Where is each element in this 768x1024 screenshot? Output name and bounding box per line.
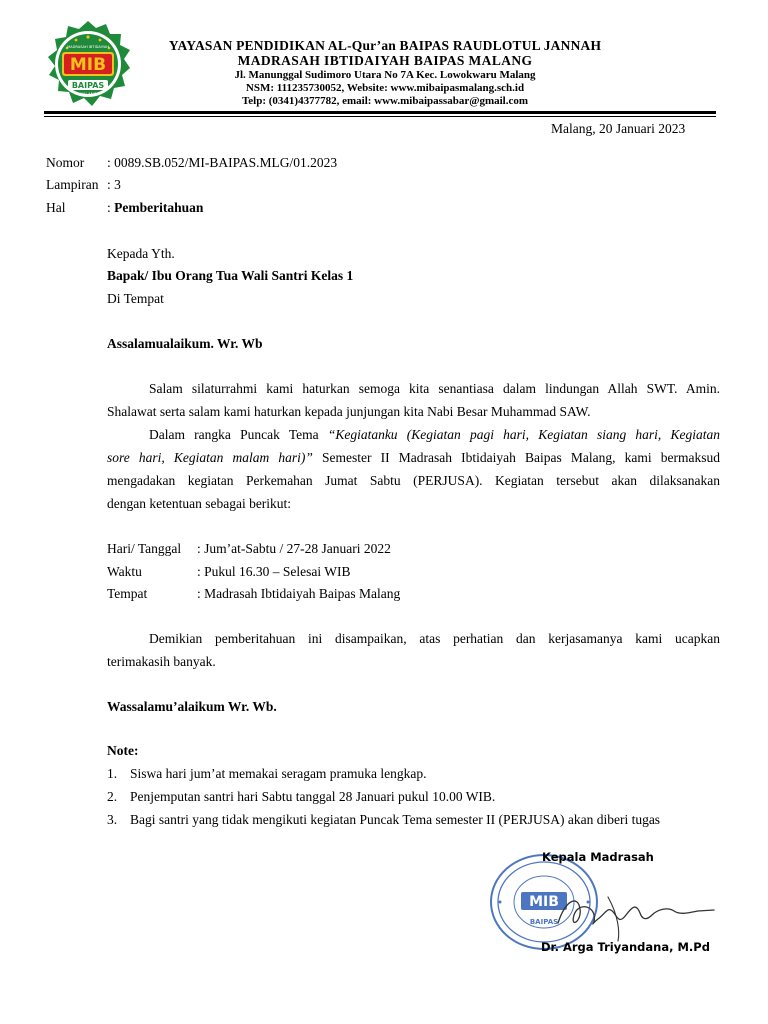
note-item-2-num: 2. (107, 789, 118, 804)
note-item-2-text: Penjemputan santri hari Sabtu tanggal 28 Januari pukul 10.00 WIB. (130, 789, 496, 804)
svg-text:MALANG: MALANG (79, 92, 97, 97)
closing-line-2: terimakasih banyak. (107, 654, 216, 669)
p2-theme-italic-2: sore hari, Kegiatan malam hari)” (107, 450, 313, 465)
letterhead-divider-thin (44, 116, 716, 117)
svg-text:BAIPAS: BAIPAS (71, 81, 105, 90)
letterhead-contact: Telp: (0341)4377782, email: www.mibaipassabar@gmail.com (241, 95, 529, 107)
detail-place-value: : Madrasah Ibtidaiyah Baipas Malang (197, 586, 401, 601)
detail-date-value: : Jum’at-Sabtu / 27-28 Januari 2022 (197, 541, 391, 556)
letterhead-school-name: MADRASAH IBTIDAIYAH BAIPAS MALANG (237, 53, 533, 68)
opening-greeting: Assalamualaikum. Wr. Wb (107, 336, 263, 351)
lampiran-value: : 3 (107, 177, 121, 192)
note-item-1-num: 1. (107, 766, 118, 781)
body-paragraph-1-line-1: Salam silaturrahmi kami haturkan semoga kita senantiasa dalam lindungan Allah SWT. Amin. (149, 381, 720, 396)
nomor-value: : 0089.SB.052/MI-BAIPAS.MLG/01.2023 (107, 155, 338, 170)
lampiran-label: Lampiran (46, 177, 99, 192)
body-paragraph-2-line-2 (107, 450, 720, 466)
nomor-label: Nomor (46, 155, 85, 170)
svg-text:BAIPAS: BAIPAS (529, 918, 559, 926)
note-item-1-text: Siswa hari jum’at memakai seragam pramuka lengkap. (130, 766, 427, 781)
svg-text:MIB: MIB (529, 894, 559, 910)
p2-intro: Dalam rangka Puncak Tema (149, 427, 328, 442)
body-paragraph-1-line-2: Shalawat serta salam kami haturkan kepada junjungan kita Nabi Besar Muhammad SAW. (107, 404, 591, 419)
p2-theme-italic-1: “Kegiatanku (Kegiatan pagi hari, Kegiatan siang hari, Kegiatan (327, 427, 720, 442)
letter-date: Malang, 20 Januari 2023 (551, 121, 686, 136)
hal-colon: : (107, 200, 115, 215)
signatory-title: Kepala Madrasah (542, 850, 654, 864)
recipient-salutation: Kepada Yth. (107, 246, 175, 261)
letterhead-foundation: YAYASAN PENDIDIKAN AL-Qur’an BAIPAS RAUDLOTUL JANNAH (168, 38, 602, 53)
svg-text:MIB: MIB (69, 55, 107, 75)
note-item-3-num: 3. (107, 812, 118, 827)
detail-place-label: Tempat (107, 586, 148, 601)
hal-row (107, 200, 203, 216)
svg-text:MADRASAH IBTIDAIYAH: MADRASAH IBTIDAIYAH (67, 45, 109, 49)
handwritten-signature (548, 885, 716, 945)
body-paragraph-2-line-3: mengadakan kegiatan Perkemahan Jumat Sabtu (PERJUSA). Kegiatan tersebut akan dilaksanakan (107, 473, 720, 488)
letterhead-address: Jl. Manunggal Sudimoro Utara No 7A Kec. Lowokwaru Malang (234, 69, 536, 81)
closing-greeting: Wassalamu’alaikum Wr. Wb. (107, 699, 277, 714)
note-title: Note: (107, 743, 139, 758)
letterhead-divider-thick (44, 111, 716, 114)
recipient-name: Bapak/ Ibu Orang Tua Wali Santri Kelas 1 (107, 268, 354, 283)
closing-line-1: Demikian pemberitahuan ini disampaikan, atas perhatian dan kerjasamanya kami ucapkan (149, 631, 720, 646)
body-paragraph-2-line-1 (149, 427, 720, 443)
detail-time-value: : Pukul 16.30 – Selesai WIB (197, 564, 351, 579)
detail-time-label: Waktu (107, 564, 142, 579)
school-logo (44, 20, 132, 108)
hal-value: Pemberitahuan (114, 200, 204, 215)
detail-date-label: Hari/ Tanggal (107, 541, 182, 556)
hal-label: Hal (46, 200, 66, 215)
letterhead-nsm-website: NSM: 111235730052, Website: www.mibaipasmalang.sch.id (245, 82, 525, 94)
p2-line2-rest: Semester II Madrasah Ibtidaiyah Baipas Malang, kami bermaksud (312, 450, 720, 465)
note-item-3-text: Bagi santri yang tidak mengikuti kegiatan Puncak Tema semester II (PERJUSA) akan diberi tugas (130, 812, 661, 827)
body-paragraph-2-line-4: dengan ketentuan sebagai berikut: (107, 496, 292, 511)
recipient-place: Di Tempat (107, 291, 164, 306)
signatory-name: Dr. Arga Triyandana, M.Pd (541, 940, 710, 954)
